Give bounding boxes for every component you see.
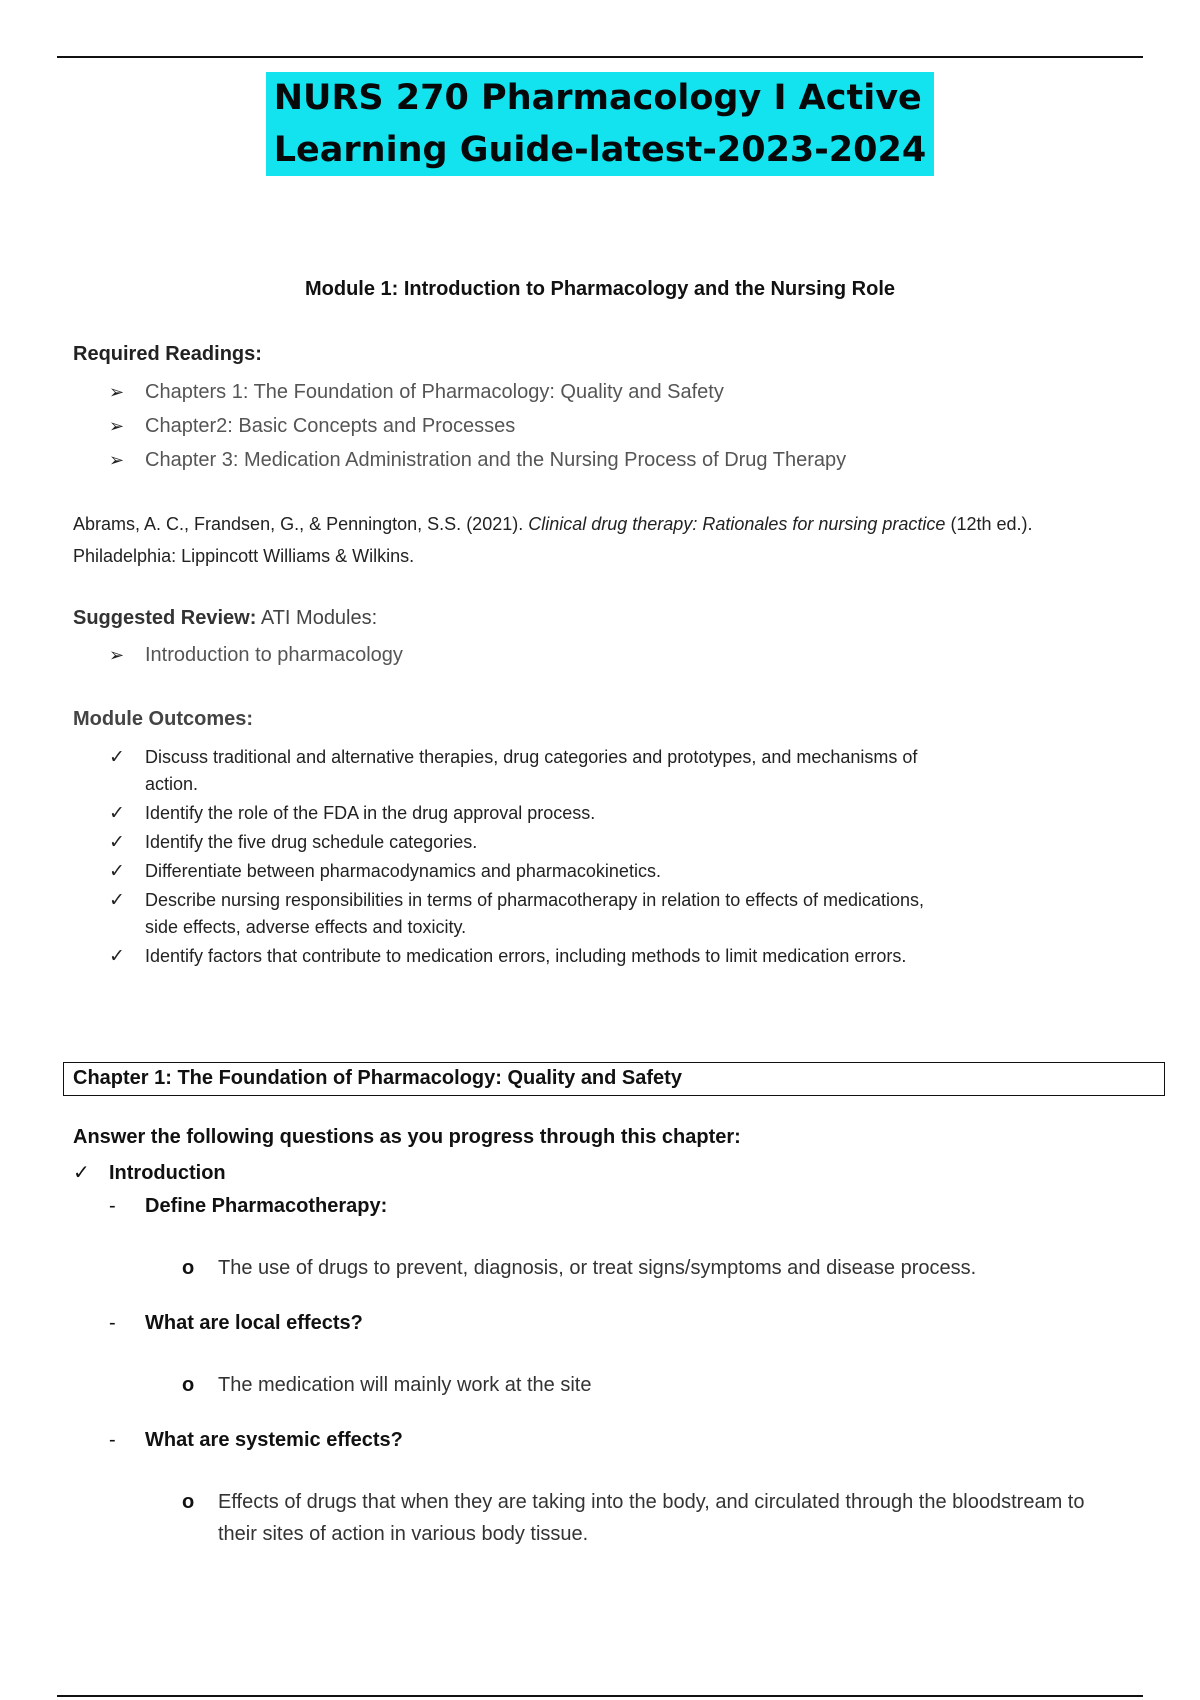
outcome-item: ✓ Describe nursing responsibilities in terms of pharmacotherapy in relation to effects of medications, side effects, adverse effects and toxicity. bbox=[109, 887, 929, 941]
arrow-bullet-icon: ➢ bbox=[109, 645, 125, 665]
question-item: - What are systemic effects? bbox=[109, 1429, 403, 1451]
suggested-review-list bbox=[109, 638, 403, 672]
citation-authors: Abrams, A. C., Frandsen, G., & Pennington, S.S. (2021). bbox=[73, 514, 529, 534]
arrow-bullet-icon: ➢ bbox=[109, 450, 125, 470]
checkmark-icon: ✓ bbox=[109, 747, 125, 768]
document-title bbox=[0, 72, 1200, 176]
outcome-item: ✓ Identify the five drug schedule categories. bbox=[109, 829, 929, 856]
citation bbox=[73, 508, 1153, 572]
title-line-2: Learning Guide-latest-2023-2024 bbox=[273, 130, 927, 170]
checkmark-icon: ✓ bbox=[109, 946, 125, 967]
answer-item: o Effects of drugs that when they are taking into the body, and circulated through the bloodstream to their sites of action in various body tissue. bbox=[182, 1486, 1098, 1550]
dash-bullet: - bbox=[109, 1312, 116, 1334]
outcome-item: ✓ Differentiate between pharmacodynamics and pharmacokinetics. bbox=[109, 858, 929, 885]
checkmark-icon: ✓ bbox=[109, 832, 125, 853]
checkmark-icon: ✓ bbox=[109, 861, 125, 882]
introduction-heading: ✓ Introduction bbox=[73, 1162, 226, 1184]
reading-item: ➢ Chapters 1: The Foundation of Pharmacology: Quality and Safety bbox=[109, 375, 846, 409]
outcome-item: ✓ Identify factors that contribute to medication errors, including methods to limit medication errors. bbox=[109, 943, 929, 970]
dash-bullet: - bbox=[109, 1429, 116, 1451]
module-heading: Module 1: Introduction to Pharmacology and the Nursing Role bbox=[304, 278, 896, 300]
answer-item: o The use of drugs to prevent, diagnosis, or treat signs/symptoms and disease process. bbox=[182, 1252, 1098, 1284]
checkmark-icon: ✓ bbox=[109, 890, 125, 911]
module-outcomes-label: Module Outcomes: bbox=[73, 708, 254, 730]
reading-item: ➢ Chapter 3: Medication Administration and the Nursing Process of Drug Therapy bbox=[109, 443, 846, 477]
citation-edition: (12th ed.). bbox=[945, 514, 1033, 534]
dash-bullet: - bbox=[109, 1195, 116, 1217]
question-item: - What are local effects? bbox=[109, 1312, 363, 1334]
citation-book-title: Clinical drug therapy: Rationales for nursing practice bbox=[528, 514, 946, 534]
arrow-bullet-icon: ➢ bbox=[109, 416, 125, 436]
circle-bullet-icon: o bbox=[182, 1257, 195, 1279]
arrow-bullet-icon: ➢ bbox=[109, 382, 125, 402]
checkmark-icon: ✓ bbox=[73, 1162, 90, 1184]
review-item: ➢ Introduction to pharmacology bbox=[109, 638, 403, 672]
suggested-review bbox=[73, 607, 377, 630]
bottom-rule bbox=[57, 1695, 1143, 1697]
question-item: - Define Pharmacotherapy: bbox=[109, 1195, 388, 1217]
circle-bullet-icon: o bbox=[182, 1491, 195, 1513]
required-readings-list bbox=[109, 375, 846, 477]
module-outcomes-list bbox=[109, 744, 929, 972]
outcome-item: ✓ Identify the role of the FDA in the drug approval process. bbox=[109, 800, 929, 827]
suggested-review-value: ATI Modules: bbox=[256, 607, 378, 629]
top-rule bbox=[57, 56, 1143, 58]
title-highlight bbox=[266, 72, 934, 176]
answer-item: o The medication will mainly work at the site bbox=[182, 1369, 1098, 1401]
suggested-review-label: Suggested Review: bbox=[73, 607, 257, 629]
outcome-item: ✓ Discuss traditional and alternative therapies, drug categories and prototypes, and mechanisms of action. bbox=[109, 744, 929, 798]
required-readings-label: Required Readings: bbox=[73, 343, 262, 365]
checkmark-icon: ✓ bbox=[109, 803, 125, 824]
citation-publisher: Philadelphia: Lippincott Williams & Wilkins. bbox=[73, 546, 415, 566]
instructions: Answer the following questions as you progress through this chapter: bbox=[73, 1126, 741, 1148]
title-line-1: NURS 270 Pharmacology I Active bbox=[273, 78, 922, 118]
chapter-heading-box: Chapter 1: The Foundation of Pharmacology: Quality and Safety bbox=[63, 1062, 1165, 1096]
reading-item: ➢ Chapter2: Basic Concepts and Processes bbox=[109, 409, 846, 443]
circle-bullet-icon: o bbox=[182, 1374, 195, 1396]
